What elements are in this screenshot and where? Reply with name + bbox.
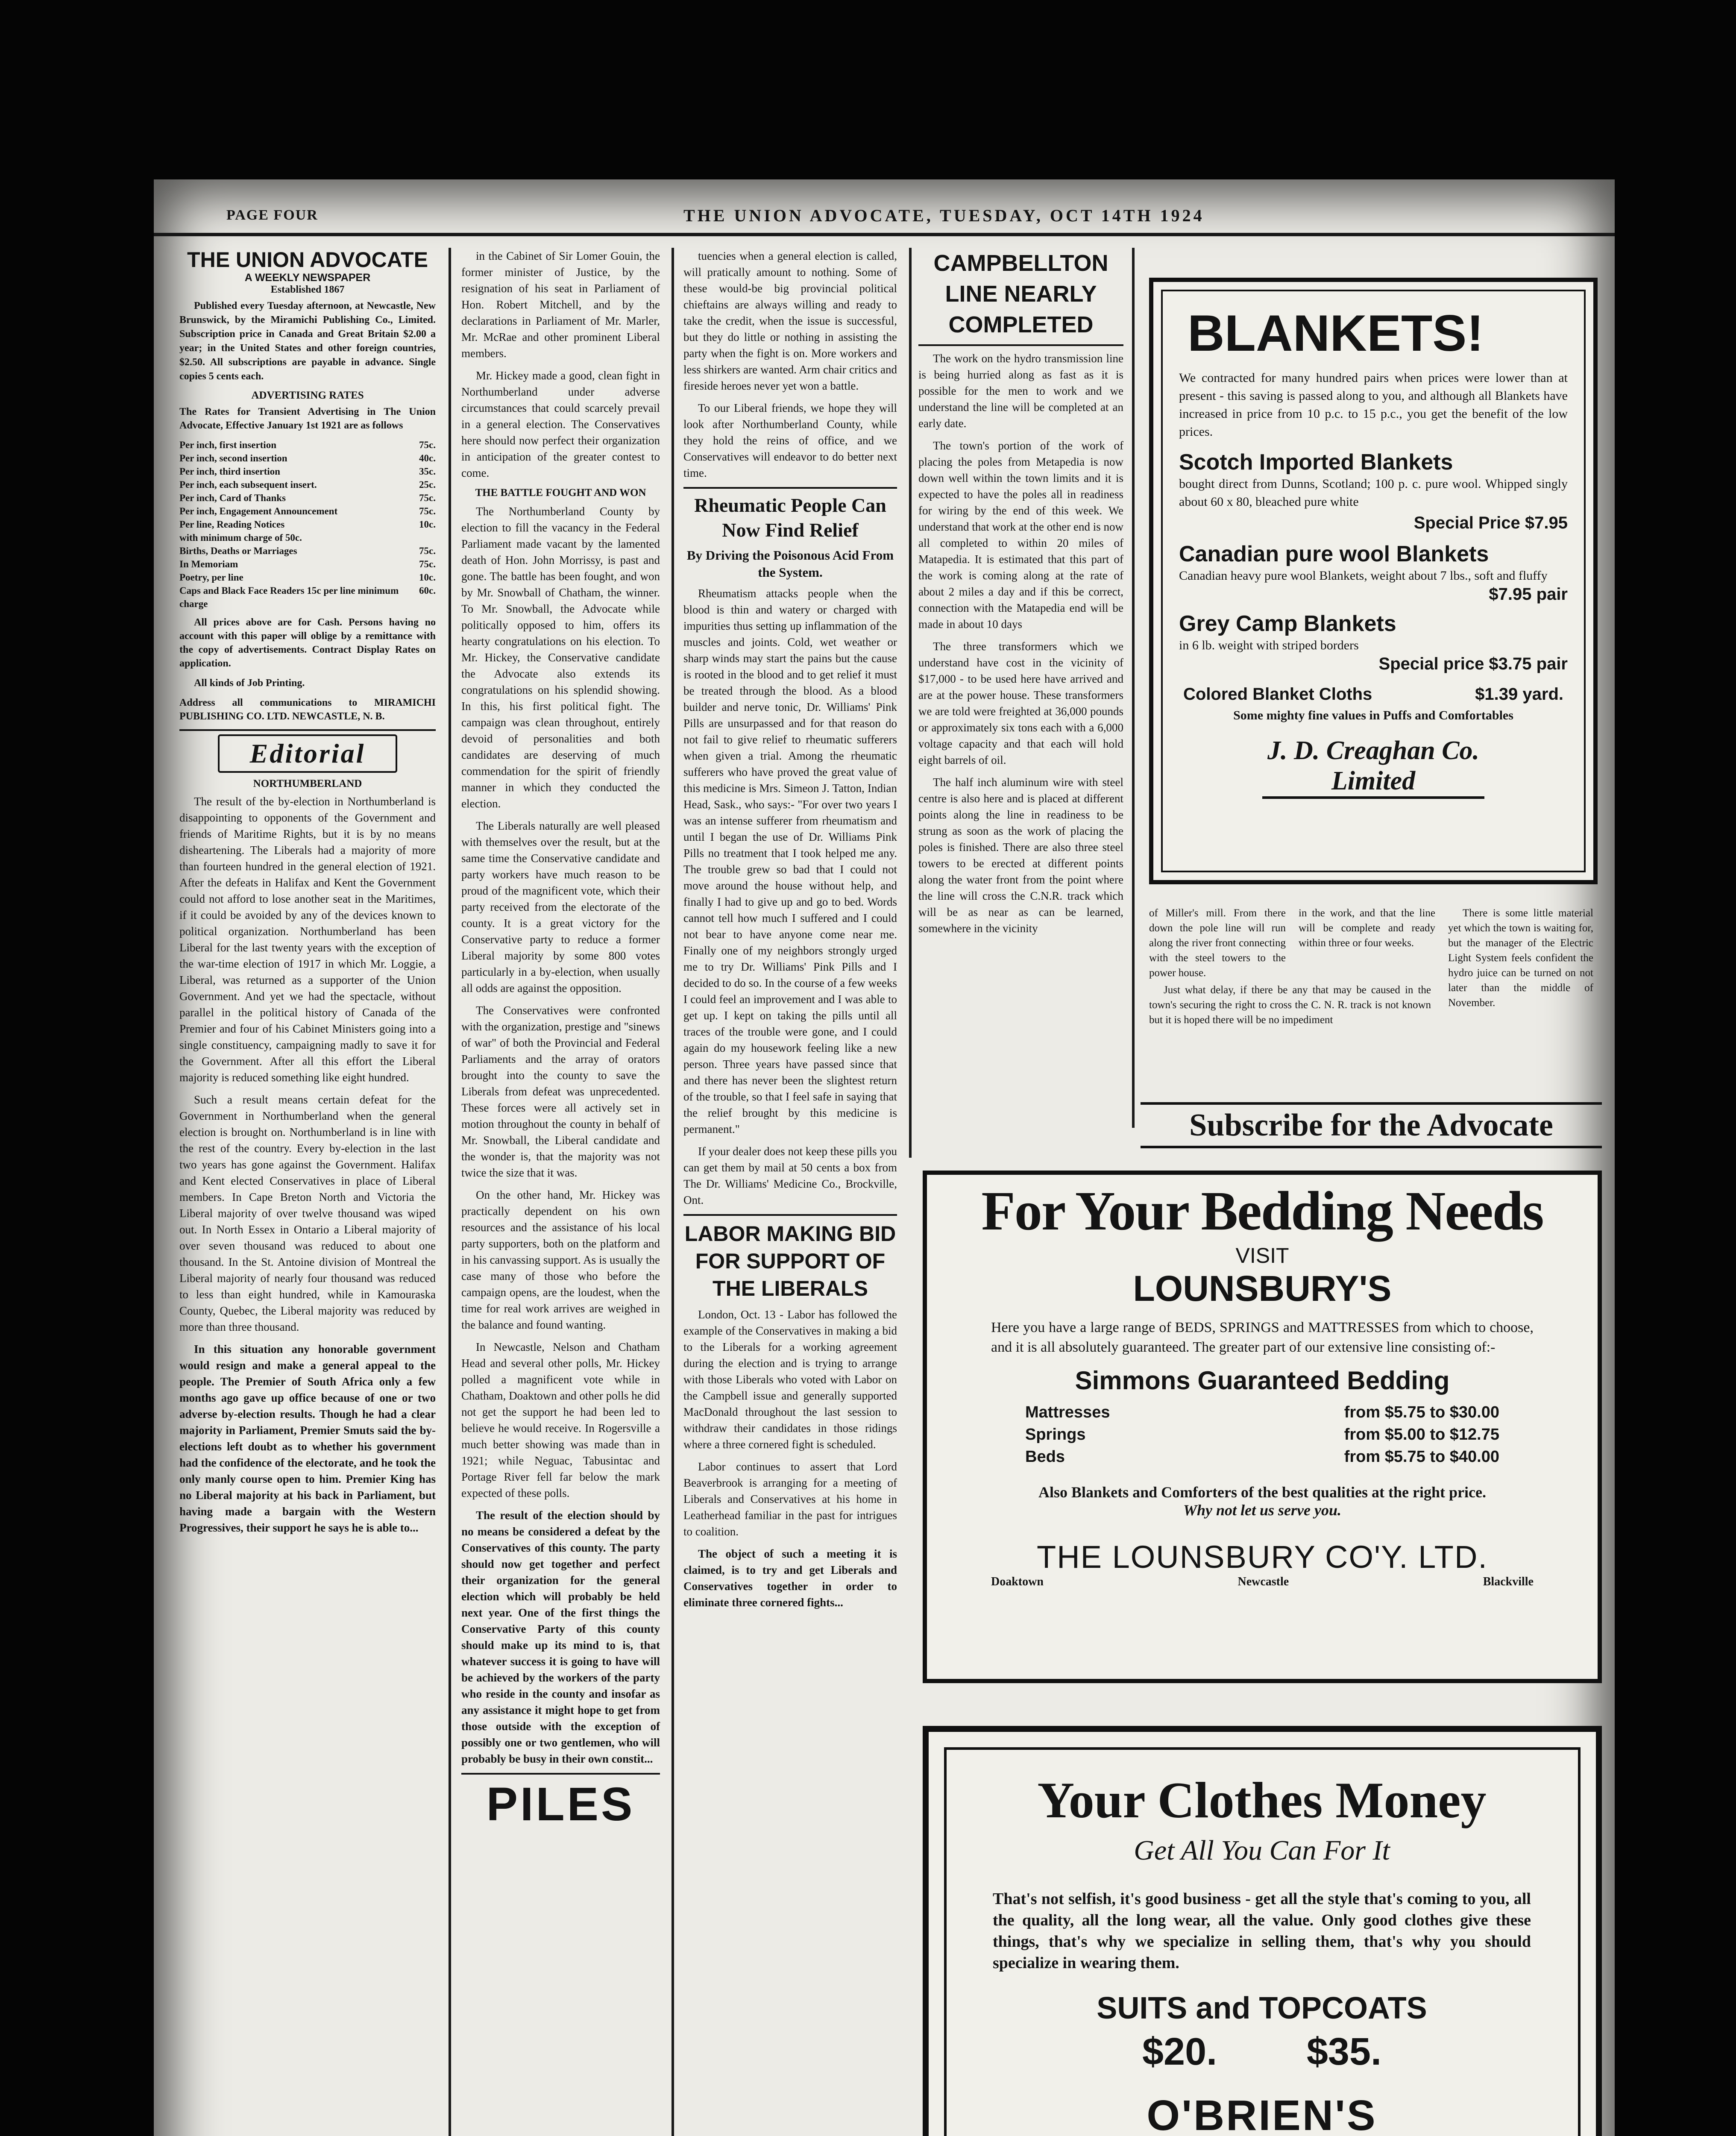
article-paragraph: tuencies when a general election is called, will pratically amount to nothing. Some of these would-be big provincial political chieftains are always willing and ready to take the credit, when the issue is successful, but they do little or nothing in assisting the party when the fight is on. More workers and less shirkers are wanted. Arm chair critics and fireside heroes never yet won a battle. [683, 249, 897, 392]
clothes-suits: SUITS and TOPCOATS [1097, 1991, 1427, 2025]
bedding-subhead: Simmons Guaranteed Bedding [1075, 1366, 1450, 1395]
blanket-item-desc: Canadian heavy pure wool Blankets, weight about 7 lbs., soft and fluffy [1179, 569, 1548, 583]
article-paragraph: London, Oct. 13 - Labor has followed the example of the Conservatives in making a bid to the Liberals for a working agreement during the election and is trying to arrange with those Liberals who voted with Labor on the Campbell issue and generally supported MacDonald throughout the last session to withdraw their candidates in those ridings where a three cornered fight is scheduled. [683, 1308, 897, 1451]
town: Newcastle [1237, 1575, 1289, 1588]
article-paragraph: The Conservatives were confronted with the organization, prestige and "sinews of war" of both the Provincial and Federal Parliaments and the array of orators brought into the county to save the Liberals from defeat was unprecedented. These forces were all actively set in motion throughout the county in behalf of Mr. Snowball, the Liberal candidate and the wonder is, that the majority was not twice the size that it was. [461, 1004, 660, 1179]
editorial-heading: Editorial [218, 734, 397, 773]
clothes-ad [923, 1726, 1602, 2136]
editorial-paragraph: In this situation any honorable government would resign and make a general appeal to the people. The Premier of South Africa only a few months ago gave up office because of one or two adverse by-election results. Though he had a clear majority in Parliament, Premier Smuts said the by-elections left doubt as to whether his government had the confidence of the electorate, and he took the only manly course open to him. Premier King has no Liberal majority at his back in Parliament, but having made a bargain with the Western Progressives, their support he says he is able to... [179, 1343, 436, 1534]
article-paragraph: If your dealer does not keep these pills you can get them by mail at 50 cents a box from The Dr. Williams' Medicine Co., Brockville, Ont. [683, 1145, 897, 1206]
blanket-item-price: $7.95 pair [1489, 585, 1568, 604]
blanket-item-name: Scotch Imported Blankets [1179, 450, 1453, 475]
tagline: A WEEKLY NEWSPAPER [244, 272, 371, 284]
column-rule [449, 248, 451, 2136]
bedding-ad [923, 1171, 1602, 1683]
editorial-paragraph: The result of the by-election in Northumberland is disappointing to opponents of the Government and friends of Maritime Rights, but it is by no means disheartening. The Liberals had a majority of more than fourteen hundred in the general election of 1921. After the defeats in Halifax and Kent the Government could not afford to lose another seat in the Maritimes, if it could be avoided by any of the devices known to political organization. Northumberland has been Liberal for the last twenty years with the exception of the war-time election of 1917 in which Mr. Loggie, a Liberal, was returned as a supporter of the Union Government. And yet we had the spectacle, without parallel in the political history of Canada of the Premier and four of his Cabinet Ministers going into a single constituency, campaigning madly to save it for the Government. After all this effort the Liberal majority is reduced something like eight hundred. [179, 795, 436, 1084]
column-2 [461, 248, 660, 1831]
blankets-ad [1149, 278, 1598, 884]
rates-footer: All prices above are for Cash. Persons having no account with this paper will oblige by a remittance with the copy of advertisements. Contract Display Rates on application. [179, 617, 436, 669]
blankets-intro: We contracted for many hundred pairs when prices were lower than at present - this saving is passed along to you, and although all Blankets have increased in price from 10 p.c. to 15 p.c., you get the benefit of the low prices. [1179, 371, 1568, 439]
rate-row: Births, Deaths or Marriages 75c. [179, 546, 436, 556]
article-paragraph: Just what delay, if there be any that may be caused in the town's securing the right to cross the C. N. R. track is not known but it is hoped there will be no impediment [1149, 984, 1431, 1026]
rate-row: Per inch, third insertion 35c. [179, 466, 436, 477]
clothes-price: $20. [1142, 2030, 1217, 2073]
article-paragraph: The three transformers which we understand have cost in the vicinity of $17,000 - to be used here have arrived and are at the power house. These transformers we are told were freighted at 36,000 pounds or approximately six tons each with a 6,000 voltage capacity and that each will hold eight barrels of oil. [918, 640, 1123, 766]
blanket-item-name: Canadian pure wool Blankets [1179, 542, 1489, 566]
column-3 [683, 248, 897, 1617]
bedding-body: Here you have a large range of BEDS, SPRINGS and MATTRESSES from which to choose, and it is all absolutely guaranteed. The greater part of our extensive line consisting of:- [991, 1320, 1534, 1355]
clothes-body: That's not selfish, it's good business - get all the style that's coming to you, all the quality, all the long wear, all the value. Only good clothes give these things, that's why we specialize in selling them, that's why you should specialize in wearing them. [993, 1890, 1531, 1972]
column-rule [672, 248, 674, 2136]
blanket-item-price: Special price $3.75 pair [1378, 654, 1568, 673]
editorial-subhead: NORTHUMBERLAND [253, 778, 362, 789]
address: Address all communications to MIRAMICHI PUBLISHING CO. LTD. NEWCASTLE, N. B. [179, 697, 436, 722]
article-paragraph: The Liberals naturally are well pleased with themselves over the result, but at the same time the Conservative candidate and party workers have much reason to be proud of the magnificent vote, which their party received from the electorate of the county. It is a great victory for the Conservative party to reduce a former Liberal majority by some 800 votes particularly in a by-election, when usually all odds are against the opposition. [461, 819, 660, 995]
article-paragraph: The half inch aluminum wire with steel centre is also here and is placed at different points along the line in readiness to be strung as soon as the work of placing the poles is finished. There are also three steel towers to be erected at different points along the water front from the point where the line will cross the C.N.R. track which will be as near as can be learned, somewhere in the vicinity [918, 776, 1123, 935]
subscribe-banner: Subscribe for the Advocate [1141, 1102, 1602, 1148]
piles-ad: PILES [461, 1773, 660, 1831]
clothes-headline: Your Clothes Money [1037, 1772, 1487, 1828]
clothes-subhead: Get All You Can For It [1134, 1835, 1390, 1866]
article-paragraph: In Newcastle, Nelson and Chatham Head and several other polls, Mr. Hickey polled a magnificent vote while in Chatham, Doaktown and other polls he did not get the support he had been led to believe he would receive. In Rogersville a much better showing was made than in 1921; while Neguac, Tabusintac and Portage River fell far below the mark expected of these polls. [461, 1341, 660, 1499]
rate-row: Per inch, Engagement Announcement 75c. [179, 506, 436, 516]
article-paragraph: Labor continues to assert that Lord Beaverbrook is arranging for a meeting of Liberals and Conservatives at his home in Leatherhead familiar in the past for intrigues to coalition. [683, 1460, 897, 1538]
article-paragraph: On the other hand, Mr. Hickey was practically dependent on his own resources and the assistance of his local party supporters, both on the platform and in his canvassing support. As is usually the case many of those who before the campaign opens, are the loudest, when the time for real work arrives are weighed in the balance and found wanting. [461, 1188, 660, 1331]
rates-intro: The Rates for Transient Advertising in The Union Advocate, Effective January 1st 1921 are as follows [179, 406, 436, 431]
article-paragraph: There is some little material yet which the town is waiting for, but the manager of the Electric Light System feels confident the hydro juice can be turned on not later than the middle of November. [1448, 907, 1593, 1009]
article-paragraph: Mr. Hickey made a good, clean fight in Northumberland under adverse circumstances that could scarcely prevail in a general election. The Conservatives here should now perfect their organization in anticipation of the greater contest to come. [461, 369, 660, 479]
bedding-visit: VISIT [1235, 1244, 1289, 1268]
article-paragraph: in the work, and that the line will be complete and ready within three or four weeks. [1299, 907, 1435, 949]
article-paragraph: Rheumatism attacks people when the blood is thin and watery or charged with impurities thus setting up inflammation of the muscles and joints. Cold, wet weather or sharp winds may start the pains but the cause is rooted in the blood and to get relief it must be treated through the blood. As a blood builder and nerve tonic, Dr. Williams' Pink Pills are unsurpassed and for that reason do not fail to give relief to rheumatic sufferers when given a trial. Among the rheumatic sufferers who have proved the great value of this medicine is Mrs. Simeon J. Tatton, Indian Head, Sask., who says:- "For over two years I was an intense sufferer from rheumatism and until I began the use of Dr. Williams Pink Pills no treatment that I took helped me any. The trouble grew so bad that I could not move around the house without help, and finally I had to give up and go to bed. Words cannot tell how much I suffered and I could not bear to have anyone come near me. Finally one of my neighbors strongly urged me to try Dr. Williams' Pink Pills and I decided to do so. In the course of a few weeks I could feel an improvement and I was able to get up. I kept on taking the pills until all traces of the trouble were gone, and I could again do my housework feeling like a new person. Three years have passed since that and there has never been the slightest return of the trouble, so that I feel safe in saying that the relief brought by this medicine is permanent." [683, 587, 897, 1135]
rate-row: Per inch, second insertion 40c. [179, 453, 436, 464]
lounsbury-towns [991, 1575, 1534, 1589]
blanket-cloths-row [1179, 685, 1568, 704]
newspaper-page [154, 179, 1615, 2136]
rheumatic-headline: Rheumatic People Can Now Find Relief [694, 494, 886, 541]
rate-row: Per inch, first insertion 75c. [179, 440, 436, 450]
column-1 [179, 248, 436, 1542]
article-paragraph: To our Liberal friends, we hope they will look after Northumberland County, while they hold the reins of office, and we Conservatives will endeavor to do better next time. [683, 402, 897, 479]
campbellton-headline: CAMPBELLTON LINE NEARLY COMPLETED [933, 250, 1108, 337]
article-paragraph: The object of such a meeting it is claimed, is to try and get Liberals and Conservatives together in order to eliminate three cornered fights... [683, 1547, 897, 1609]
article-paragraph: of Miller's mill. From there down the pole line will run along the river front connecting with the steel towers to the power house. [1149, 907, 1286, 979]
blanket-item-name: Grey Camp Blankets [1179, 611, 1396, 636]
blanket-item-desc: bought direct from Dunns, Scotland; 100 p. c. pure wool. Whipped singly about 60 x 80, bleached pure white [1179, 477, 1568, 509]
masthead-title: THE UNION ADVOCATE, TUESDAY, OCT 14TH 1924 [683, 206, 1205, 225]
rates-table [179, 438, 436, 610]
rate-row: Caps and Black Face Readers 15c per line minimum charge 60c. [179, 585, 436, 609]
bedding-price-row: Mattresses from $5.75 to $30.00 [1025, 1403, 1499, 1421]
bedding-price-row: Beds from $5.75 to $40.00 [1025, 1448, 1499, 1466]
article-subhead: THE BATTLE FOUGHT AND WON [475, 487, 646, 499]
column-rule [909, 248, 912, 1158]
article-paragraph: The work on the hydro transmission line is being hurried along as fast as it is possible for the men to work and we understand the line will be completed at an early date. [918, 352, 1123, 430]
publication-info: Published every Tuesday afternoon, at Newcastle, New Brunswick, by the Miramichi Publishing Co., Limited. Subscription price in Canada and Great Britain $2.00 a year; in the United States and other foreign countries, $2.50. All subscriptions are payable in advance. Single copies 5 cents each. [179, 300, 436, 382]
clothes-prices [1142, 2030, 1381, 2074]
masthead [154, 203, 1615, 236]
rheumatic-subhead: By Driving the Poisonous Acid From the System. [686, 548, 894, 580]
town: Blackville [1483, 1575, 1534, 1588]
rate-row: with minimum charge of 50c. [179, 532, 302, 543]
bedding-store: LOUNSBURY'S [1133, 1268, 1392, 1309]
bedding-line: Why not let us serve you. [1183, 1502, 1341, 1519]
clothes-price: $35. [1306, 2030, 1381, 2073]
campbellton-continuation [1149, 906, 1598, 1089]
bedding-headline: For Your Bedding Needs [981, 1180, 1543, 1242]
column-4 [918, 248, 1123, 942]
rate-row: Poetry, per line 10c. [179, 572, 436, 583]
article-paragraph: The Northumberland County by election to fill the vacancy in the Federal Parliament made vacant by the lamented death of Hon. John Morrissy, is past and gone. The battle has been fought, and won by Mr. Snowball of Chatham, the winner. To Mr. Snowball, the Advocate while politically opposed to him, offers its hearty congratulations on his election. To Mr. Hickey, the Conservative candidate the Advocate also extends its congratulations on his splendid showing. In this, his first political fight. The campaign was clean throughout, entirely devoid of personalities and both candidates are deserving of much commendation for the spirit of friendly manner in which they conducted the election. [461, 505, 660, 810]
article-paragraph: The result of the election should by no means be considered a defeat by the Conservatives of this county. The party should now get together and perfect their organization for the general election which will probably be held next year. One of the first things the Conservative Party of this county should make up its mind to is, that whatever success it is going to have will be achieved by the workers of the party who reside in the county and insofar as any assistance it might hope to get from those outside with the exception of possibly one or two gentlemen, who will probably be busy in their own constit... [461, 1509, 660, 1765]
bedding-price-list [1025, 1401, 1499, 1468]
blanket-cloths-price: $1.39 yard. [1475, 685, 1563, 704]
lounsbury-company: THE LOUNSBURY CO'Y. LTD. [1037, 1539, 1488, 1575]
page-label: PAGE FOUR [226, 207, 318, 223]
town: Doaktown [991, 1575, 1044, 1588]
blanket-item-price: Special Price $7.95 [1413, 513, 1568, 532]
rate-row: Per inch, each subsequent insert. 25c. [179, 479, 436, 490]
paper-name: THE UNION ADVOCATE [187, 248, 428, 272]
established: Established 1867 [270, 284, 345, 295]
labor-headline: LABOR MAKING BID FOR SUPPORT OF THE LIBERALS [684, 1222, 896, 1300]
rate-row: In Memoriam 75c. [179, 559, 436, 569]
blanket-cloths-label: Colored Blanket Cloths [1183, 685, 1372, 704]
blankets-footer: Some mighty fine values in Puffs and Comfortables [1233, 708, 1513, 722]
article-paragraph: in the Cabinet of Sir Lomer Gouin, the former minister of Justice, by the resignation of his seat in Parliament of Hon. Robert Mitchell, and by the declarations in Parliament of Mr. Marler, Mr. McRae and other prominent Liberal members. [461, 249, 660, 360]
rate-row: Per inch, Card of Thanks 75c. [179, 493, 436, 503]
creaghan-signature: J. D. Creaghan Co. Limited [1262, 736, 1484, 799]
article-paragraph: The town's portion of the work of placing the poles from Metapedia is now down well within the town limits and it is expected to have the poles all in readiness for wiring by the end of this week. We understand that work at the other end is now all completed to within 20 miles of Matapedia. It is estimated that this part of the work is coming along at the rate of about 2 miles a day and if this be correct, connection with the Matapedia end will be made in about 10 days [918, 439, 1123, 631]
blanket-item-desc: in 6 lb. weight with striped borders [1179, 638, 1359, 652]
editorial-paragraph: Such a result means certain defeat for the Government in Northumberland when the general election is brought on. Northumberland is in line with the rest of the country. Every by-election in the last two years has gone against the Government. Halifax and Kent elected Conservatives in place of Liberal members. In Cape Breton North and Victoria the Liberal majority of over twelve thousand was wiped out. In North Essex in Ontario a Liberal majority of over seven thousand was reduced to about one thousand. In the St. Antoine division of Montreal the Liberal majority of nearly four thousand was reduced to less than eight hundred, while in Kamouraska County, Quebec, the Liberal majority was reduced by more than three thousand. [179, 1093, 436, 1333]
bedding-line: Also Blankets and Comforters of the best qualities at the right price. [1038, 1484, 1486, 1501]
column-rule [1132, 248, 1135, 1128]
job-printing: All kinds of Job Printing. [194, 678, 305, 689]
blankets-headline: BLANKETS! [1188, 305, 1484, 362]
bedding-price-row: Springs from $5.00 to $12.75 [1025, 1426, 1499, 1444]
rates-heading: ADVERTISING RATES [251, 390, 364, 401]
rate-row: Per line, Reading Notices 10c. [179, 519, 436, 530]
obriens-store: O'BRIEN'S [1147, 2092, 1377, 2136]
